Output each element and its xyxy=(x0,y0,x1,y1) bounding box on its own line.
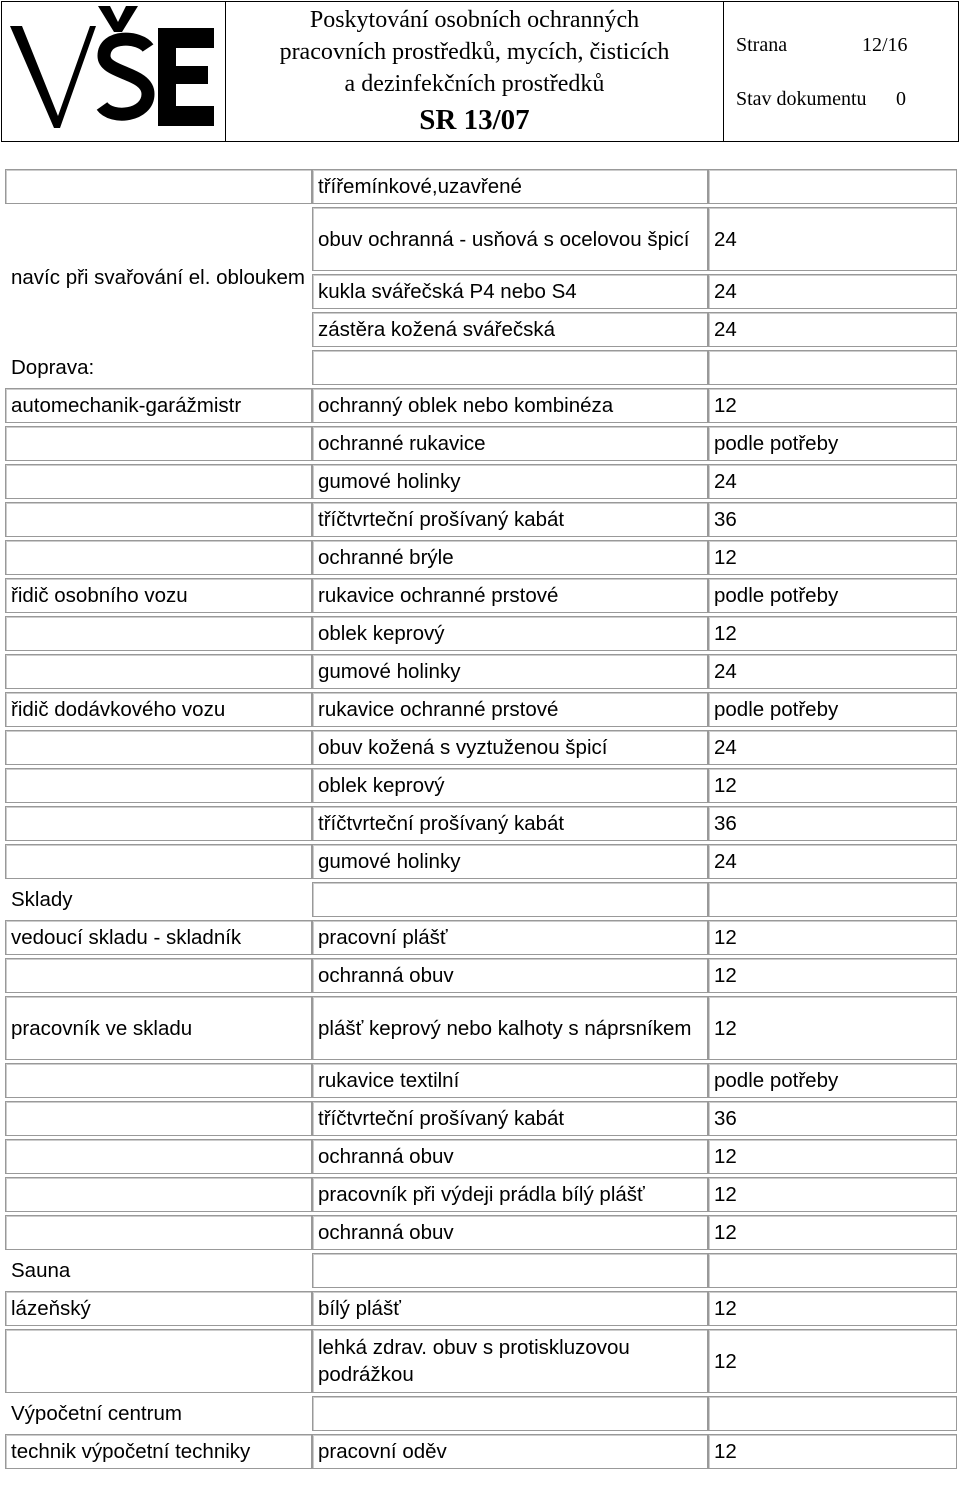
item-cell: pracovní oděv xyxy=(312,1434,708,1469)
profession-cell xyxy=(5,844,312,879)
status-label: Stav dokumentu xyxy=(736,88,867,110)
item-cell: ochranné rukavice xyxy=(312,426,708,461)
period-cell: 12 xyxy=(708,996,957,1060)
item-cell xyxy=(312,882,708,917)
period-cell: 24 xyxy=(708,654,957,689)
period-cell: 12 xyxy=(708,1434,957,1469)
item-cell: ochranná obuv xyxy=(312,958,708,993)
item-cell: kukla svářečská P4 nebo S4 xyxy=(312,274,708,309)
profession-cell: Výpočetní centrum xyxy=(11,1402,182,1425)
item-cell: pracovník při výdeji prádla bílý plášť xyxy=(312,1177,708,1212)
period-cell: podle potřeby xyxy=(708,578,957,613)
period-cell xyxy=(708,1396,957,1431)
profession-cell xyxy=(5,1063,312,1098)
item-cell: bílý plášť xyxy=(312,1291,708,1326)
item-cell: ochranná obuv xyxy=(312,1215,708,1250)
period-cell: 12 xyxy=(708,1139,957,1174)
profession-cell xyxy=(5,1177,312,1212)
profession-cell: vedoucí skladu - skladník xyxy=(5,920,312,955)
profession-cell xyxy=(5,1101,312,1136)
status-value: 0 xyxy=(896,88,906,110)
period-cell: 24 xyxy=(708,844,957,879)
profession-cell: Sklady xyxy=(11,888,73,911)
item-cell: rukavice textilní xyxy=(312,1063,708,1098)
profession-cell xyxy=(5,540,312,575)
period-cell: 12 xyxy=(708,540,957,575)
period-cell: 12 xyxy=(708,1177,957,1212)
item-cell: plášť keprový nebo kalhoty s náprsníkem xyxy=(312,996,708,1060)
item-cell: tříčtvrteční prošívaný kabát xyxy=(312,1101,708,1136)
item-cell: obuv kožená s vyztuženou špicí xyxy=(312,730,708,765)
item-cell: třířemínkové,uzavřené xyxy=(312,169,708,204)
profession-cell xyxy=(5,169,312,204)
profession-cell: automechanik-garážmistr xyxy=(5,388,312,423)
document-title xyxy=(226,2,724,141)
item-cell: oblek keprový xyxy=(312,616,708,651)
item-cell xyxy=(312,350,708,385)
item-cell: oblek keprový xyxy=(312,768,708,803)
period-cell: 24 xyxy=(708,730,957,765)
profession-cell: Doprava: xyxy=(11,356,95,379)
period-cell xyxy=(708,169,957,204)
item-cell: ochranný oblek nebo kombinéza xyxy=(312,388,708,423)
profession-cell: Sauna xyxy=(11,1259,71,1282)
item-cell: tříčtvrteční prošívaný kabát xyxy=(312,806,708,841)
profession-cell: řidič dodávkového vozu xyxy=(5,692,312,727)
item-cell: tříčtvrteční prošívaný kabát xyxy=(312,502,708,537)
period-cell: 24 xyxy=(708,207,957,271)
item-cell: ochranné brýle xyxy=(312,540,708,575)
item-cell: gumové holinky xyxy=(312,464,708,499)
title-line-3: a dezinfekčních prostředků xyxy=(344,71,605,97)
profession-cell: lázeňský xyxy=(5,1291,312,1326)
profession-cell xyxy=(5,1139,312,1174)
period-cell: 12 xyxy=(708,1291,957,1326)
period-cell: 12 xyxy=(708,1215,957,1250)
item-cell: rukavice ochranné prstové xyxy=(312,578,708,613)
period-cell: 12 xyxy=(708,958,957,993)
period-cell: 36 xyxy=(708,502,957,537)
period-cell: 36 xyxy=(708,806,957,841)
item-cell: obuv ochranná - usňová s ocelovou špicí xyxy=(312,207,708,271)
item-cell: ochranná obuv xyxy=(312,1139,708,1174)
period-cell: podle potřeby xyxy=(708,426,957,461)
item-cell: zástěra kožená svářečská xyxy=(312,312,708,347)
item-cell: lehká zdrav. obuv s protiskluzovou podrážkou xyxy=(312,1329,708,1393)
period-cell: podle potřeby xyxy=(708,1063,957,1098)
profession-cell: řidič osobního vozu xyxy=(5,578,312,613)
title-line-1: Poskytování osobních ochranných xyxy=(309,7,640,33)
document-code: SR 13/07 xyxy=(419,104,530,136)
profession-cell xyxy=(5,426,312,461)
profession-cell xyxy=(5,768,312,803)
vse-logo xyxy=(2,2,226,141)
period-cell: 36 xyxy=(708,1101,957,1136)
page-label: Strana xyxy=(736,34,788,56)
item-cell: rukavice ochranné prstové xyxy=(312,692,708,727)
item-cell xyxy=(312,1396,708,1431)
item-cell: gumové holinky xyxy=(312,844,708,879)
document-meta xyxy=(724,2,958,141)
title-line-2: pracovních prostředků, mycích, čisticích xyxy=(279,39,670,65)
profession-cell xyxy=(5,616,312,651)
period-cell: 12 xyxy=(708,1329,957,1393)
period-cell xyxy=(708,1253,957,1288)
profession-cell xyxy=(5,730,312,765)
profession-cell: pracovník ve skladu xyxy=(5,996,312,1060)
period-cell: 12 xyxy=(708,616,957,651)
profession-cell: technik výpočetní techniky xyxy=(5,1434,312,1469)
profession-cell xyxy=(5,502,312,537)
vse-logo-mark xyxy=(8,4,220,138)
item-cell: gumové holinky xyxy=(312,654,708,689)
period-cell xyxy=(708,882,957,917)
item-cell xyxy=(312,1253,708,1288)
document-header xyxy=(1,1,959,142)
profession-cell xyxy=(5,1215,312,1250)
profession-cell: navíc při svařování el. obloukem xyxy=(11,265,305,289)
period-cell: 24 xyxy=(708,312,957,347)
page-value: 12/16 xyxy=(862,34,908,56)
profession-cell xyxy=(5,1329,312,1393)
period-cell: podle potřeby xyxy=(708,692,957,727)
period-cell: 24 xyxy=(708,274,957,309)
profession-cell xyxy=(5,464,312,499)
period-cell: 12 xyxy=(708,920,957,955)
profession-cell xyxy=(5,654,312,689)
ppe-table xyxy=(5,168,957,1498)
profession-cell xyxy=(5,958,312,993)
profession-cell xyxy=(5,806,312,841)
period-cell: 24 xyxy=(708,464,957,499)
period-cell: 12 xyxy=(708,768,957,803)
period-cell: 12 xyxy=(708,388,957,423)
item-cell: pracovní plášť xyxy=(312,920,708,955)
period-cell xyxy=(708,350,957,385)
